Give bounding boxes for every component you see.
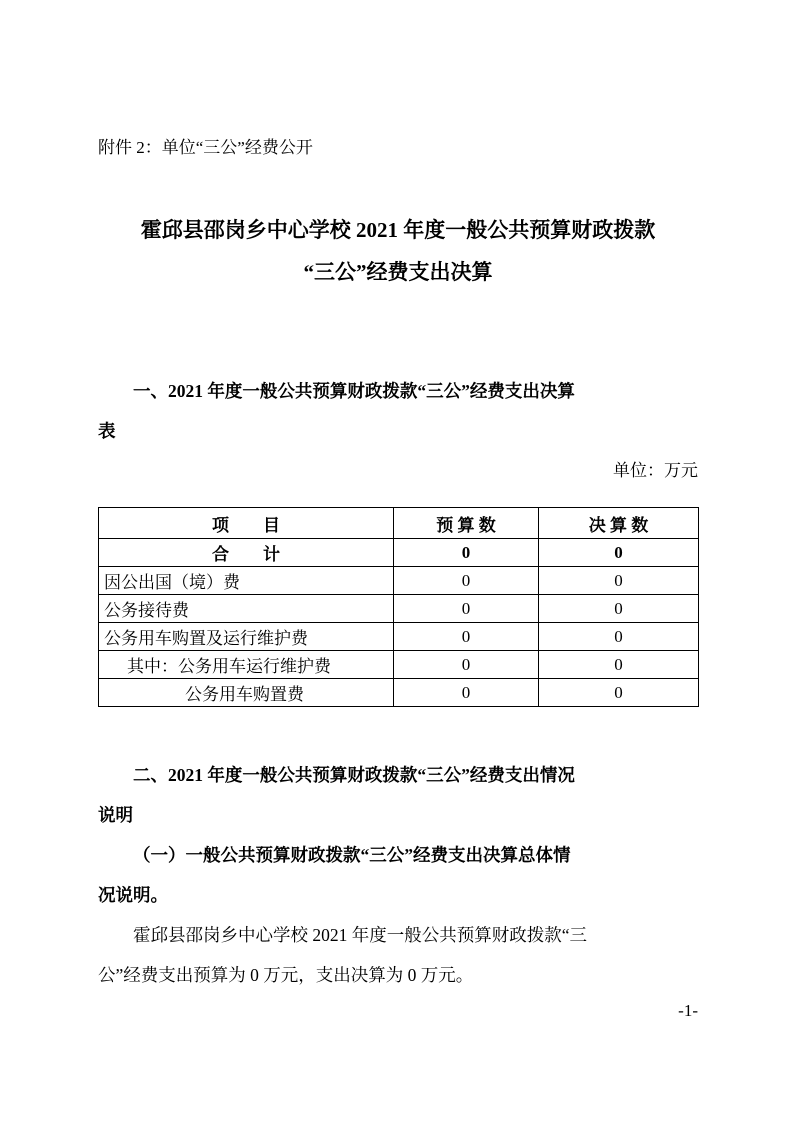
document-title-line1: 霍邱县邵岗乡中心学校 2021 年度一般公共预算财政拨款 [140,218,656,242]
table-row-total [99,539,699,567]
table-header-row [99,508,699,539]
three-public-expense-table [98,507,699,707]
table-cell-item: 公务用车购置及运行维护费 [99,623,394,651]
page-number: -1- [678,1001,698,1020]
unit-label: 单位：万元 [613,461,698,480]
table-cell-final: 0 [539,539,699,567]
table-cell-final: 0 [539,567,699,595]
table-row-abroad [99,567,699,595]
section1-heading-line1: 一、2021 年度一般公共预算财政拨款“三公”经费支出决算 [133,381,575,401]
section1-heading [98,371,698,451]
table-cell-budget: 0 [394,539,539,567]
summary-paragraph [98,915,698,995]
table-cell-item: 因公出国（境）费 [99,567,394,595]
table-header-final: 决 算 数 [539,508,699,539]
summary-paragraph-line2: 公”经费支出预算为 0 万元，支出决算为 0 万元。 [98,965,474,985]
summary-paragraph-line1: 霍邱县邵岗乡中心学校 2021 年度一般公共预算财政拨款“三 [133,925,588,945]
table-cell-final: 0 [539,679,699,707]
table-cell-budget: 0 [394,651,539,679]
section2-heading [98,755,698,835]
table-cell-final: 0 [539,651,699,679]
table-cell-item: 公务用车购置费 [99,679,394,707]
table-cell-item: 合 计 [99,539,394,567]
table-row-vehicle-operation [99,651,699,679]
table-row-vehicle-total [99,623,699,651]
subsection1-heading-line2: 况说明。 [98,885,168,905]
section2-heading-line1: 二、2021 年度一般公共预算财政拨款“三公”经费支出情况 [133,765,575,785]
table-cell-item: 其中：公务用车运行维护费 [99,651,394,679]
table-cell-budget: 0 [394,679,539,707]
table-header-budget: 预 算 数 [394,508,539,539]
attachment-label: 附件 2：单位“三公”经费公开 [98,138,313,157]
table-row-vehicle-purchase [99,679,699,707]
table-cell-item: 公务接待费 [99,595,394,623]
section2-heading-line2: 说明 [98,805,133,825]
section1-heading-line2: 表 [98,421,116,441]
table-header-item: 项 目 [99,508,394,539]
table-cell-budget: 0 [394,623,539,651]
table-row-reception [99,595,699,623]
table-cell-budget: 0 [394,595,539,623]
document-title-line2: “三公”经费支出决算 [303,260,493,284]
subsection1-heading [98,835,698,915]
table-cell-final: 0 [539,623,699,651]
table-cell-budget: 0 [394,567,539,595]
document-title [98,209,698,293]
table-cell-final: 0 [539,595,699,623]
subsection1-heading-line1: （一）一般公共预算财政拨款“三公”经费支出决算总体情 [133,845,571,865]
